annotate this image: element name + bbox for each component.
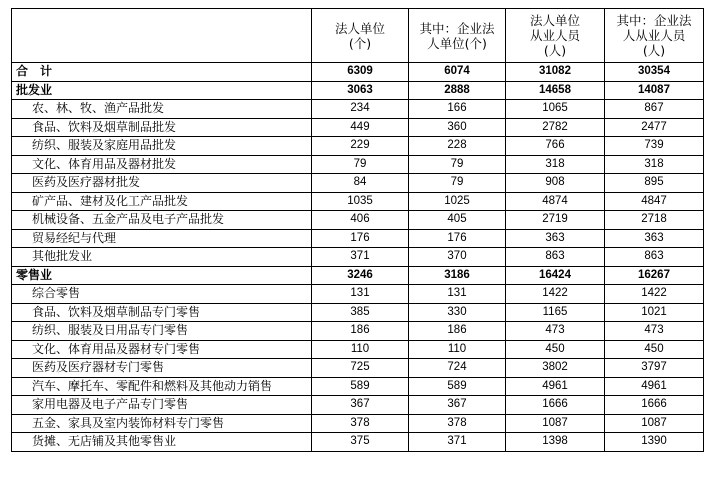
value-cell: 186 — [409, 322, 506, 341]
row-label: 其他批发业 — [12, 248, 312, 267]
value-cell: 3063 — [312, 81, 409, 100]
value-cell: 370 — [409, 248, 506, 267]
value-cell: 473 — [506, 322, 605, 341]
row-label: 五金、家具及室内装饰材料专门零售 — [12, 414, 312, 433]
row-label: 合 计 — [12, 63, 312, 82]
value-cell: 4847 — [605, 192, 704, 211]
statistics-table — [11, 8, 704, 452]
value-cell: 14087 — [605, 81, 704, 100]
value-cell: 863 — [506, 248, 605, 267]
value-cell: 724 — [409, 359, 506, 378]
value-cell: 2719 — [506, 211, 605, 230]
value-cell: 84 — [312, 174, 409, 193]
value-cell: 131 — [312, 285, 409, 304]
table-row — [12, 359, 704, 378]
table-row — [12, 174, 704, 193]
value-cell: 1398 — [506, 433, 605, 452]
row-label: 医药及医疗器材批发 — [12, 174, 312, 193]
table-row — [12, 100, 704, 119]
value-cell: 363 — [605, 229, 704, 248]
row-label: 纺织、服装及日用品专门零售 — [12, 322, 312, 341]
value-cell: 186 — [312, 322, 409, 341]
value-cell: 4961 — [605, 377, 704, 396]
value-cell: 449 — [312, 118, 409, 137]
value-cell: 2888 — [409, 81, 506, 100]
value-cell: 16267 — [605, 266, 704, 285]
value-cell: 1087 — [605, 414, 704, 433]
value-cell: 1025 — [409, 192, 506, 211]
category-row — [12, 81, 704, 100]
value-cell: 3186 — [409, 266, 506, 285]
value-cell: 1422 — [605, 285, 704, 304]
row-label: 贸易经纪与代理 — [12, 229, 312, 248]
table-row — [12, 229, 704, 248]
table-row — [12, 118, 704, 137]
value-cell: 375 — [312, 433, 409, 452]
value-cell: 110 — [312, 340, 409, 359]
value-cell: 3802 — [506, 359, 605, 378]
value-cell: 79 — [312, 155, 409, 174]
value-cell: 1666 — [506, 396, 605, 415]
value-cell: 371 — [409, 433, 506, 452]
table-row — [12, 192, 704, 211]
value-cell: 378 — [312, 414, 409, 433]
value-cell: 3797 — [605, 359, 704, 378]
value-cell: 725 — [312, 359, 409, 378]
row-label: 零售业 — [12, 266, 312, 285]
table-row — [12, 303, 704, 322]
value-cell: 318 — [605, 155, 704, 174]
value-cell: 131 — [409, 285, 506, 304]
value-cell: 234 — [312, 100, 409, 119]
table-row — [12, 137, 704, 156]
value-cell: 3246 — [312, 266, 409, 285]
value-cell: 6309 — [312, 63, 409, 82]
value-cell: 367 — [409, 396, 506, 415]
header-row — [12, 9, 704, 63]
value-cell: 228 — [409, 137, 506, 156]
value-cell: 31082 — [506, 63, 605, 82]
header-corner-cell — [12, 9, 312, 63]
value-cell: 176 — [312, 229, 409, 248]
value-cell: 318 — [506, 155, 605, 174]
column-header: 其中：企业法 人从业人员 (人) — [605, 9, 704, 63]
value-cell: 2718 — [605, 211, 704, 230]
value-cell: 450 — [605, 340, 704, 359]
value-cell: 110 — [409, 340, 506, 359]
value-cell: 1165 — [506, 303, 605, 322]
value-cell: 1422 — [506, 285, 605, 304]
category-row — [12, 63, 704, 82]
value-cell: 385 — [312, 303, 409, 322]
table-row — [12, 414, 704, 433]
value-cell: 176 — [409, 229, 506, 248]
value-cell: 6074 — [409, 63, 506, 82]
table-row — [12, 248, 704, 267]
value-cell: 589 — [409, 377, 506, 396]
row-label: 机械设备、五金产品及电子产品批发 — [12, 211, 312, 230]
value-cell: 79 — [409, 155, 506, 174]
row-label: 食品、饮料及烟草制品专门零售 — [12, 303, 312, 322]
value-cell: 405 — [409, 211, 506, 230]
value-cell: 330 — [409, 303, 506, 322]
value-cell: 895 — [605, 174, 704, 193]
value-cell: 450 — [506, 340, 605, 359]
value-cell: 16424 — [506, 266, 605, 285]
value-cell: 360 — [409, 118, 506, 137]
column-header: 法人单位 从业人员 (人) — [506, 9, 605, 63]
value-cell: 1087 — [506, 414, 605, 433]
value-cell: 473 — [605, 322, 704, 341]
row-label: 家用电器及电子产品专门零售 — [12, 396, 312, 415]
row-label: 综合零售 — [12, 285, 312, 304]
value-cell: 371 — [312, 248, 409, 267]
table-row — [12, 155, 704, 174]
value-cell: 1035 — [312, 192, 409, 211]
value-cell: 1666 — [605, 396, 704, 415]
value-cell: 4961 — [506, 377, 605, 396]
value-cell: 2782 — [506, 118, 605, 137]
table-row — [12, 433, 704, 452]
value-cell: 1065 — [506, 100, 605, 119]
value-cell: 30354 — [605, 63, 704, 82]
value-cell: 766 — [506, 137, 605, 156]
value-cell: 363 — [506, 229, 605, 248]
row-label: 文化、体育用品及器材批发 — [12, 155, 312, 174]
value-cell: 2477 — [605, 118, 704, 137]
value-cell: 1390 — [605, 433, 704, 452]
value-cell: 589 — [312, 377, 409, 396]
table-row — [12, 322, 704, 341]
row-label: 矿产品、建材及化工产品批发 — [12, 192, 312, 211]
row-label: 批发业 — [12, 81, 312, 100]
value-cell: 378 — [409, 414, 506, 433]
table-row — [12, 340, 704, 359]
value-cell: 79 — [409, 174, 506, 193]
row-label: 食品、饮料及烟草制品批发 — [12, 118, 312, 137]
value-cell: 367 — [312, 396, 409, 415]
row-label: 文化、体育用品及器材专门零售 — [12, 340, 312, 359]
row-label: 纺织、服装及家庭用品批发 — [12, 137, 312, 156]
value-cell: 867 — [605, 100, 704, 119]
value-cell: 1021 — [605, 303, 704, 322]
value-cell: 166 — [409, 100, 506, 119]
value-cell: 229 — [312, 137, 409, 156]
value-cell: 908 — [506, 174, 605, 193]
table-row — [12, 211, 704, 230]
row-label: 农、林、牧、渔产品批发 — [12, 100, 312, 119]
value-cell: 863 — [605, 248, 704, 267]
category-row — [12, 266, 704, 285]
value-cell: 406 — [312, 211, 409, 230]
value-cell: 4874 — [506, 192, 605, 211]
row-label: 货摊、无店铺及其他零售业 — [12, 433, 312, 452]
value-cell: 739 — [605, 137, 704, 156]
column-header: 其中：企业法 人单位(个) — [409, 9, 506, 63]
value-cell: 14658 — [506, 81, 605, 100]
column-header: 法人单位 (个) — [312, 9, 409, 63]
table-row — [12, 377, 704, 396]
table-row — [12, 396, 704, 415]
table-row — [12, 285, 704, 304]
row-label: 汽车、摩托车、零配件和燃料及其他动力销售 — [12, 377, 312, 396]
row-label: 医药及医疗器材专门零售 — [12, 359, 312, 378]
